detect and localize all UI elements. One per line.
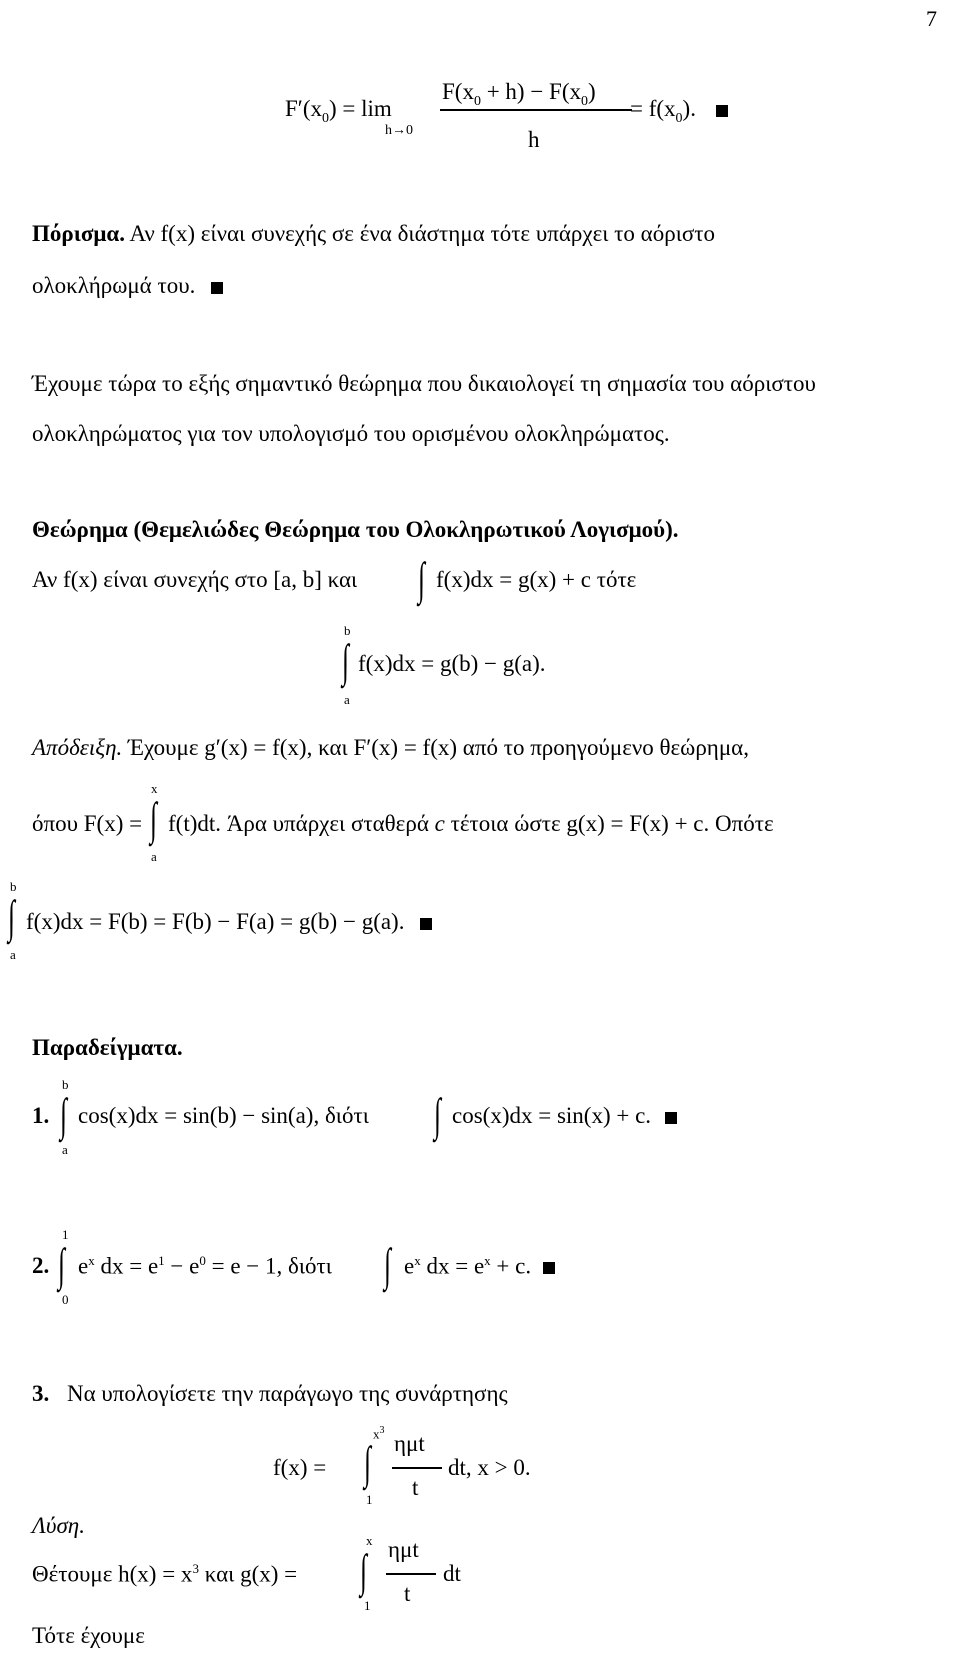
example2-b2-sup: x [484,1253,491,1268]
solution-line1-a: Θέτουμε h(x) = x [32,1561,193,1587]
integral-sign: ∫ [150,793,157,844]
example2-a2-sup: 1 [158,1253,165,1268]
proof-int3-lower: a [10,947,16,962]
eq1-den: h [528,127,540,152]
theorem-title: Θεώρημα (Θεμελιώδες Θεώρημα του Ολοκληρωτικού Λογισμού). [32,517,679,542]
example3-frac-num: ημt [394,1431,425,1456]
example1-int-upper: b [62,1077,69,1092]
example2-b2: dx = e [420,1253,485,1279]
eq1-lhs: F′(x [285,96,322,121]
eq1-num-sub1: 0 [473,94,481,109]
example1-part-a: cos(x)dx = sin(b) − sin(a), διότι [78,1103,369,1128]
example3-tail: dt, x > 0. [448,1455,531,1480]
theorem-int-upper: b [344,623,351,638]
proof-text: Έχουμε g′(x) = f(x), και F′(x) = f(x) από το προηγούμενο θεώρημα, [122,735,749,760]
proof-line2-d: τέτοια ώστε g(x) = F(x) + c. Οπότε [450,811,774,836]
proof-int-lower: a [151,849,157,864]
integral-sign: ∫ [60,1089,67,1140]
eq1-fraction-line [440,109,632,111]
integral-sign: ∫ [342,635,349,686]
end-of-proof-square [211,282,223,294]
example2-int-lower: 0 [62,1292,69,1307]
proof-line2-c: c [434,811,445,836]
example3-frac-den: t [412,1475,419,1500]
end-of-proof-square [420,918,432,930]
example1-int-lower: a [62,1142,68,1157]
proof-line2-b: f(t)dt. Άρα υπάρχει σταθερά [168,811,429,836]
example2-a3: − e [164,1253,200,1279]
solution-line2: Τότε έχουμε [32,1623,145,1648]
example2-b3: + c. [490,1253,532,1279]
corollary-line1: Αν f(x) είναι συνεχής σε ένα διάστημα τότε υπάρχει το αόριστο [129,221,716,246]
proof-line3: f(x)dx = F(b) = F(b) − F(a) = g(b) − g(a). [26,909,405,934]
theorem-line-a: Αν f(x) είναι συνεχής στο [a, b] και [32,567,358,592]
integral-sign: ∫ [360,1545,367,1596]
eq1-num: F(x [442,79,474,104]
example2-b-sup: x [414,1253,421,1268]
solution-fraction-line [386,1573,436,1575]
end-of-proof-square [665,1112,677,1124]
integral-sign: ∫ [434,1089,441,1140]
eq1-rhs-tail: ). [682,96,696,121]
example1-part-b: cos(x)dx = sin(x) + c. [452,1103,652,1128]
integral-sign: ∫ [384,1239,391,1290]
example2-b: e [404,1253,415,1279]
eq1-num-tail: ) [588,79,596,104]
theorem-equation: f(x)dx = g(b) − g(a). [358,651,546,676]
eq1-rhs: = f(x [630,96,676,121]
theorem-int-lower: a [344,692,350,707]
corollary-line2: ολοκλήρωμά του. [32,273,196,298]
example3-int-upper-sup: 3 [379,1425,385,1436]
solution-int-upper: x [366,1533,373,1548]
solution-line1-b: και g(x) = [198,1561,298,1587]
eq1-lim-sub: h→0 [385,123,413,138]
end-of-proof-square [543,1262,555,1274]
page-number: 7 [926,6,937,31]
example3-text: Να υπολογίσετε την παράγωγο της συνάρτησης [67,1381,508,1406]
solution-frac-num: ημt [388,1537,419,1562]
example2-a3-sup: 0 [199,1253,206,1268]
proof-label: Απόδειξη. [32,735,123,760]
proof-int-upper: x [151,781,158,796]
theorem-line-b: f(x)dx = g(x) + c τότε [436,567,637,592]
examples-label: Παραδείγματα. [32,1035,183,1060]
example2-a2: dx = e [94,1253,159,1279]
example3-number: 3. [32,1381,50,1406]
integral-sign: ∫ [58,1239,65,1290]
intro-line2: ολοκληρώματος για τον υπολογισμό του ορισμένου ολοκληρώματος. [32,421,670,446]
example1-number: 1. [32,1103,50,1128]
solution-int-lower: 1 [364,1598,371,1613]
example2-a4: = e − 1, διότι [205,1253,332,1279]
eq1-rhs-sub: 0 [675,111,683,126]
example3-int-upper: x [373,1426,380,1442]
corollary-label: Πόρισμα. [32,221,125,246]
example2-a-sup: x [88,1253,95,1268]
proof-line2-a: όπου F(x) = [32,811,143,836]
integral-sign: ∫ [418,553,425,604]
end-of-proof-square [716,105,728,117]
eq1-lhs-tail: ) = lim [328,96,392,121]
eq1-sub: 0 [321,111,329,126]
example3-f-lhs: f(x) = [273,1455,327,1480]
example2-int-upper: 1 [62,1227,69,1242]
solution-frac-den: t [404,1581,411,1606]
integral-sign: ∫ [8,891,15,942]
example2-a: e [78,1253,89,1279]
integral-sign: ∫ [364,1437,371,1488]
intro-line1: Έχουμε τώρα το εξής σημαντικό θεώρημα που δικαιολογεί τη σημασία του αόριστου [32,371,816,396]
solution-line1-sup: 3 [192,1561,199,1576]
eq1-num-sub2: 0 [581,94,589,109]
solution-tail: dt [443,1561,461,1586]
eq1-num-mid: + h) − F(x [480,79,582,104]
proof-int3-upper: b [10,879,17,894]
example3-int-lower: 1 [366,1492,373,1507]
example3-fraction-line [392,1467,442,1469]
example2-number: 2. [32,1253,50,1278]
solution-label: Λύση. [32,1513,85,1538]
